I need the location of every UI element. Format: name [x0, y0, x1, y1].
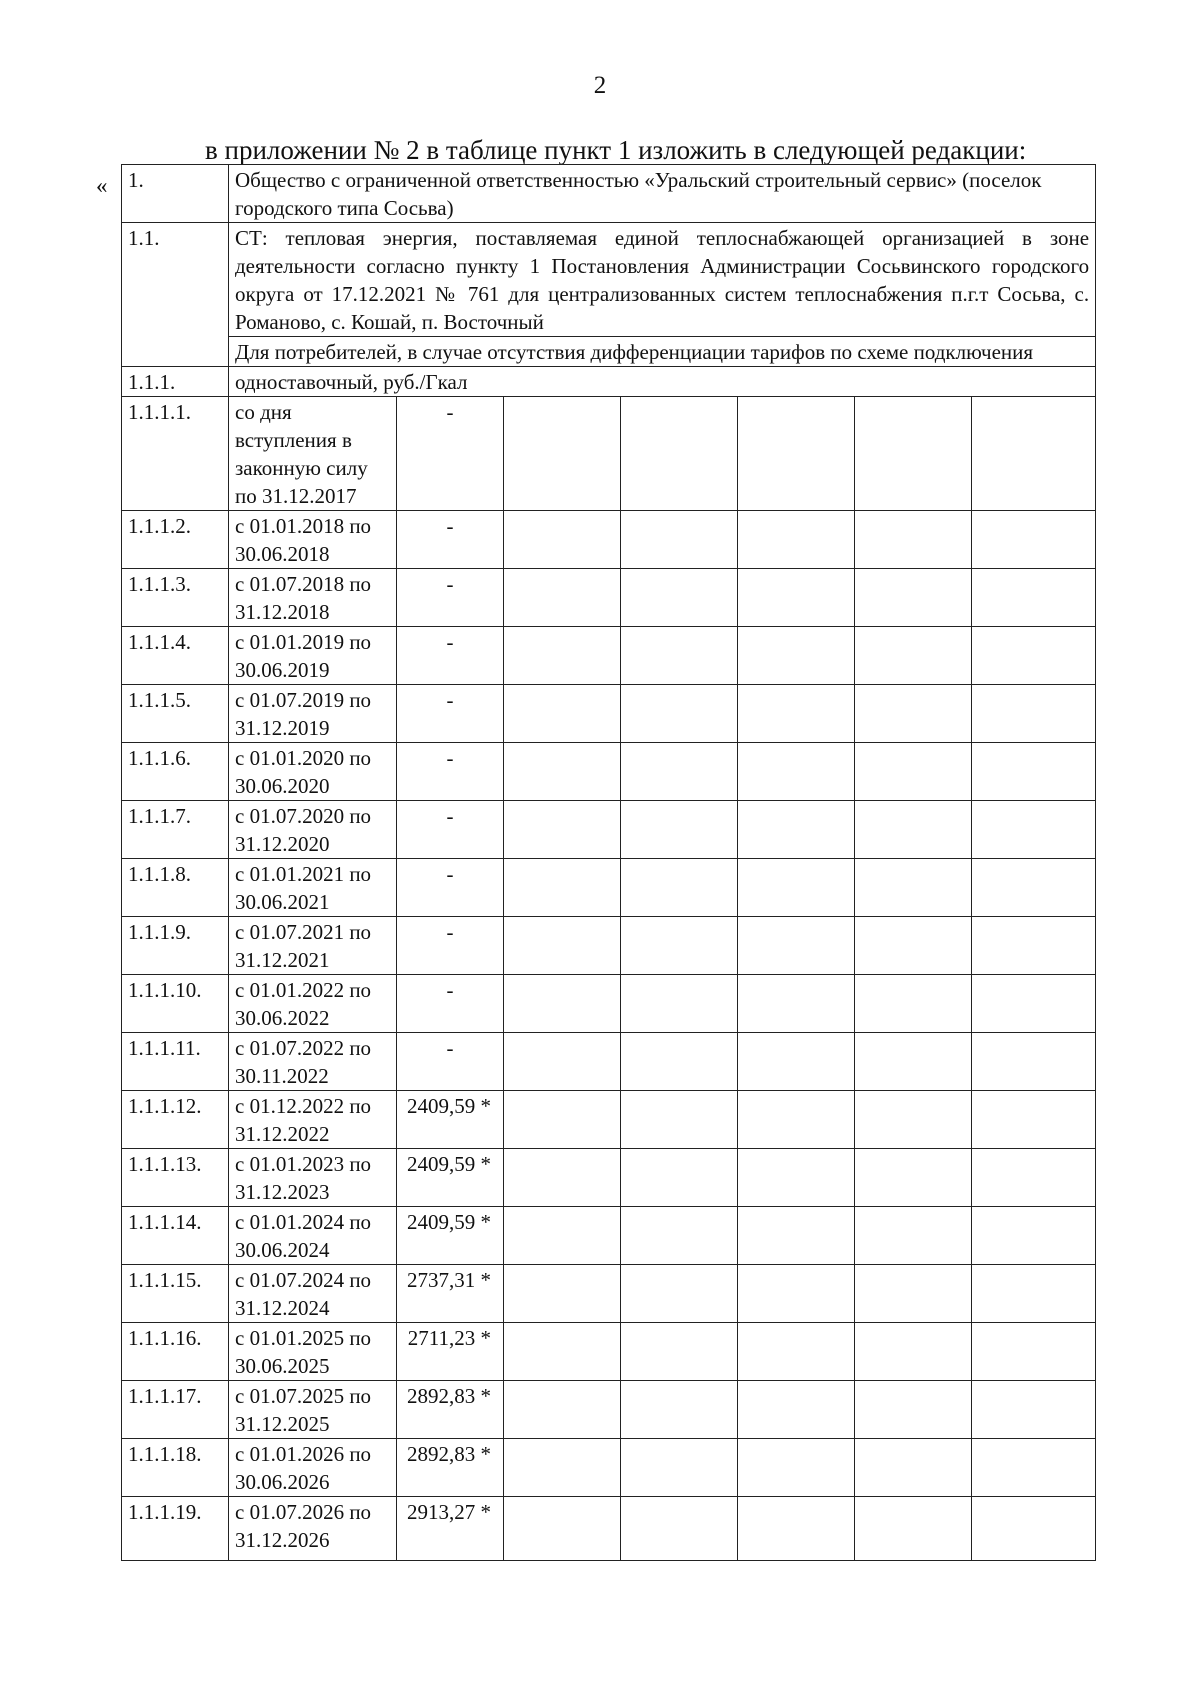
table-row: [122, 801, 1096, 859]
row-number: 1.1.1.19.: [122, 1497, 229, 1561]
rate-type: одноставочный, руб./Гкал: [229, 367, 1096, 397]
empty-cell: [621, 1033, 738, 1091]
empty-cell: [504, 511, 621, 569]
empty-cell: [855, 801, 972, 859]
empty-cell: [504, 1091, 621, 1149]
empty-cell: [504, 1265, 621, 1323]
empty-cell: [855, 397, 972, 511]
empty-cell: [855, 1497, 972, 1561]
org-row: [122, 165, 1096, 223]
table-row: [122, 975, 1096, 1033]
row-number: 1.1.1.10.: [122, 975, 229, 1033]
empty-cell: [972, 511, 1096, 569]
rate-number: 1.1.1.: [122, 367, 229, 397]
row-number: 1.1.1.18.: [122, 1439, 229, 1497]
empty-cell: [621, 1149, 738, 1207]
table-row: [122, 1497, 1096, 1561]
empty-cell: [621, 685, 738, 743]
empty-cell: [972, 685, 1096, 743]
empty-cell: [855, 1091, 972, 1149]
row-number: 1.1.1.1.: [122, 397, 229, 511]
empty-cell: [855, 569, 972, 627]
row-tariff-value: -: [397, 685, 504, 743]
table-row: [122, 1381, 1096, 1439]
table-row: [122, 859, 1096, 917]
empty-cell: [738, 859, 855, 917]
empty-cell: [621, 511, 738, 569]
row-tariff-value: 2892,83 *: [397, 1439, 504, 1497]
intro-text: в приложении № 2 в таблице пункт 1 изложить в следующей редакции:: [205, 135, 1027, 165]
empty-cell: [738, 1091, 855, 1149]
row-tariff-value: -: [397, 1033, 504, 1091]
empty-cell: [621, 975, 738, 1033]
empty-cell: [855, 685, 972, 743]
row-period: с 01.07.2021 по 31.12.2021: [229, 917, 397, 975]
empty-cell: [972, 743, 1096, 801]
empty-cell: [621, 569, 738, 627]
empty-cell: [738, 1265, 855, 1323]
empty-cell: [738, 1033, 855, 1091]
consumers-description: Для потребителей, в случае отсутствия дифференциации тарифов по схеме подключения: [229, 337, 1096, 367]
empty-cell: [972, 397, 1096, 511]
empty-cell: [504, 975, 621, 1033]
row-period: с 01.01.2020 по 30.06.2020: [229, 743, 397, 801]
empty-cell: [972, 1207, 1096, 1265]
table-row: [122, 1091, 1096, 1149]
empty-cell: [504, 1381, 621, 1439]
empty-cell: [738, 1439, 855, 1497]
empty-cell: [855, 1033, 972, 1091]
empty-cell: [738, 1497, 855, 1561]
empty-cell: [855, 1381, 972, 1439]
empty-cell: [621, 627, 738, 685]
consumers-row: [122, 337, 1096, 367]
empty-cell: [972, 1497, 1096, 1561]
empty-cell: [621, 1265, 738, 1323]
row-tariff-value: -: [397, 859, 504, 917]
row-period: с 01.01.2018 по 30.06.2018: [229, 511, 397, 569]
row-number: 1.1.1.12.: [122, 1091, 229, 1149]
row-period: с 01.07.2020 по 31.12.2020: [229, 801, 397, 859]
row-period: с 01.07.2019 по 31.12.2019: [229, 685, 397, 743]
empty-cell: [855, 743, 972, 801]
empty-cell: [504, 1439, 621, 1497]
table-row: [122, 1265, 1096, 1323]
empty-cell: [972, 1091, 1096, 1149]
table-row: [122, 1033, 1096, 1091]
row-period: с 01.01.2024 по 30.06.2024: [229, 1207, 397, 1265]
empty-cell: [738, 511, 855, 569]
row-tariff-value: -: [397, 917, 504, 975]
empty-cell: [504, 1323, 621, 1381]
row-number: 1.1.1.2.: [122, 511, 229, 569]
empty-cell: [621, 1207, 738, 1265]
row-tariff-value: -: [397, 801, 504, 859]
row-period: с 01.01.2019 по 30.06.2019: [229, 627, 397, 685]
empty-cell: [855, 1207, 972, 1265]
table-row: [122, 743, 1096, 801]
empty-cell: [738, 743, 855, 801]
empty-cell: [504, 1497, 621, 1561]
table-row: [122, 1149, 1096, 1207]
row-number: 1.1.1.14.: [122, 1207, 229, 1265]
empty-cell: [855, 917, 972, 975]
row-period: с 01.01.2023 по 31.12.2023: [229, 1149, 397, 1207]
row-period: с 01.07.2025 по 31.12.2025: [229, 1381, 397, 1439]
service-number: 1.1.: [122, 223, 229, 367]
empty-cell: [738, 975, 855, 1033]
empty-cell: [972, 627, 1096, 685]
empty-cell: [855, 1265, 972, 1323]
service-description: СТ: тепловая энергия, поставляемая единой теплоснабжающей организацией в зоне деятельности согласно пункту 1 Постановления Администрации Сосьвинского городского округа от 17.12.2021 № 761 для централизованных систем теплоснабжения п.г.т Сосьва, с. Романово, с. Кошай, п. Восточный: [229, 223, 1096, 337]
table-row: [122, 569, 1096, 627]
empty-cell: [738, 1381, 855, 1439]
empty-cell: [621, 917, 738, 975]
empty-cell: [738, 685, 855, 743]
table-row: [122, 397, 1096, 511]
empty-cell: [621, 801, 738, 859]
empty-cell: [504, 859, 621, 917]
empty-cell: [738, 917, 855, 975]
empty-cell: [504, 1207, 621, 1265]
empty-cell: [972, 1033, 1096, 1091]
empty-cell: [972, 801, 1096, 859]
row-period: с 01.12.2022 по 31.12.2022: [229, 1091, 397, 1149]
row-tariff-value: -: [397, 511, 504, 569]
row-number: 1.1.1.6.: [122, 743, 229, 801]
row-tariff-value: 2711,23 *: [397, 1323, 504, 1381]
empty-cell: [855, 1149, 972, 1207]
row-number: 1.1.1.4.: [122, 627, 229, 685]
table-row: [122, 627, 1096, 685]
empty-cell: [972, 1439, 1096, 1497]
tariff-table: [121, 164, 1096, 1561]
row-period: с 01.07.2022 по 30.11.2022: [229, 1033, 397, 1091]
row-period: с 01.01.2021 по 30.06.2021: [229, 859, 397, 917]
empty-cell: [738, 627, 855, 685]
empty-cell: [621, 1091, 738, 1149]
empty-cell: [504, 801, 621, 859]
empty-cell: [855, 1323, 972, 1381]
row-number: 1.1.1.15.: [122, 1265, 229, 1323]
empty-cell: [972, 1265, 1096, 1323]
empty-cell: [738, 1323, 855, 1381]
row-tariff-value: 2892,83 *: [397, 1381, 504, 1439]
empty-cell: [621, 743, 738, 801]
empty-cell: [738, 569, 855, 627]
table-row: [122, 511, 1096, 569]
empty-cell: [621, 1323, 738, 1381]
empty-cell: [738, 1149, 855, 1207]
table-row: [122, 1323, 1096, 1381]
row-tariff-value: 2409,59 *: [397, 1207, 504, 1265]
row-number: 1.1.1.3.: [122, 569, 229, 627]
rate-row: [122, 367, 1096, 397]
org-number: 1.: [122, 165, 229, 223]
page-number: 2: [593, 72, 607, 99]
empty-cell: [855, 1439, 972, 1497]
row-tariff-value: -: [397, 627, 504, 685]
row-number: 1.1.1.9.: [122, 917, 229, 975]
empty-cell: [504, 627, 621, 685]
table-row: [122, 1439, 1096, 1497]
empty-cell: [972, 917, 1096, 975]
empty-cell: [738, 801, 855, 859]
row-period: с 01.01.2026 по 30.06.2026: [229, 1439, 397, 1497]
empty-cell: [972, 569, 1096, 627]
empty-cell: [972, 1149, 1096, 1207]
row-period: с 01.07.2024 по 31.12.2024: [229, 1265, 397, 1323]
row-tariff-value: -: [397, 743, 504, 801]
empty-cell: [738, 397, 855, 511]
empty-cell: [504, 1033, 621, 1091]
row-number: 1.1.1.13.: [122, 1149, 229, 1207]
empty-cell: [855, 511, 972, 569]
table-row: [122, 1207, 1096, 1265]
row-period: с 01.01.2022 по 30.06.2022: [229, 975, 397, 1033]
opening-quote: «: [96, 173, 108, 198]
empty-cell: [621, 397, 738, 511]
empty-cell: [972, 975, 1096, 1033]
row-period: со дня вступления в законную силу по 31.12.2017: [229, 397, 397, 511]
empty-cell: [972, 1323, 1096, 1381]
row-tariff-value: -: [397, 569, 504, 627]
row-tariff-value: 2737,31 *: [397, 1265, 504, 1323]
row-tariff-value: 2409,59 *: [397, 1149, 504, 1207]
empty-cell: [855, 859, 972, 917]
empty-cell: [504, 743, 621, 801]
empty-cell: [972, 859, 1096, 917]
row-tariff-value: 2913,27 *: [397, 1497, 504, 1561]
row-number: 1.1.1.8.: [122, 859, 229, 917]
empty-cell: [621, 1381, 738, 1439]
empty-cell: [972, 1381, 1096, 1439]
row-tariff-value: 2409,59 *: [397, 1091, 504, 1149]
table-row: [122, 685, 1096, 743]
empty-cell: [504, 917, 621, 975]
empty-cell: [621, 1439, 738, 1497]
row-period: с 01.07.2026 по 31.12.2026: [229, 1497, 397, 1561]
service-row: [122, 223, 1096, 337]
row-period: с 01.01.2025 по 30.06.2025: [229, 1323, 397, 1381]
row-number: 1.1.1.7.: [122, 801, 229, 859]
org-name: Общество с ограниченной ответственностью «Уральский строительный сервис» (поселок городского типа Сосьва): [229, 165, 1096, 223]
row-period: с 01.07.2018 по 31.12.2018: [229, 569, 397, 627]
table-row: [122, 917, 1096, 975]
empty-cell: [504, 1149, 621, 1207]
empty-cell: [855, 627, 972, 685]
empty-cell: [621, 859, 738, 917]
row-number: 1.1.1.11.: [122, 1033, 229, 1091]
row-number: 1.1.1.16.: [122, 1323, 229, 1381]
row-number: 1.1.1.17.: [122, 1381, 229, 1439]
row-number: 1.1.1.5.: [122, 685, 229, 743]
empty-cell: [504, 685, 621, 743]
empty-cell: [738, 1207, 855, 1265]
empty-cell: [621, 1497, 738, 1561]
empty-cell: [504, 397, 621, 511]
row-tariff-value: -: [397, 397, 504, 511]
empty-cell: [855, 975, 972, 1033]
empty-cell: [504, 569, 621, 627]
row-tariff-value: -: [397, 975, 504, 1033]
